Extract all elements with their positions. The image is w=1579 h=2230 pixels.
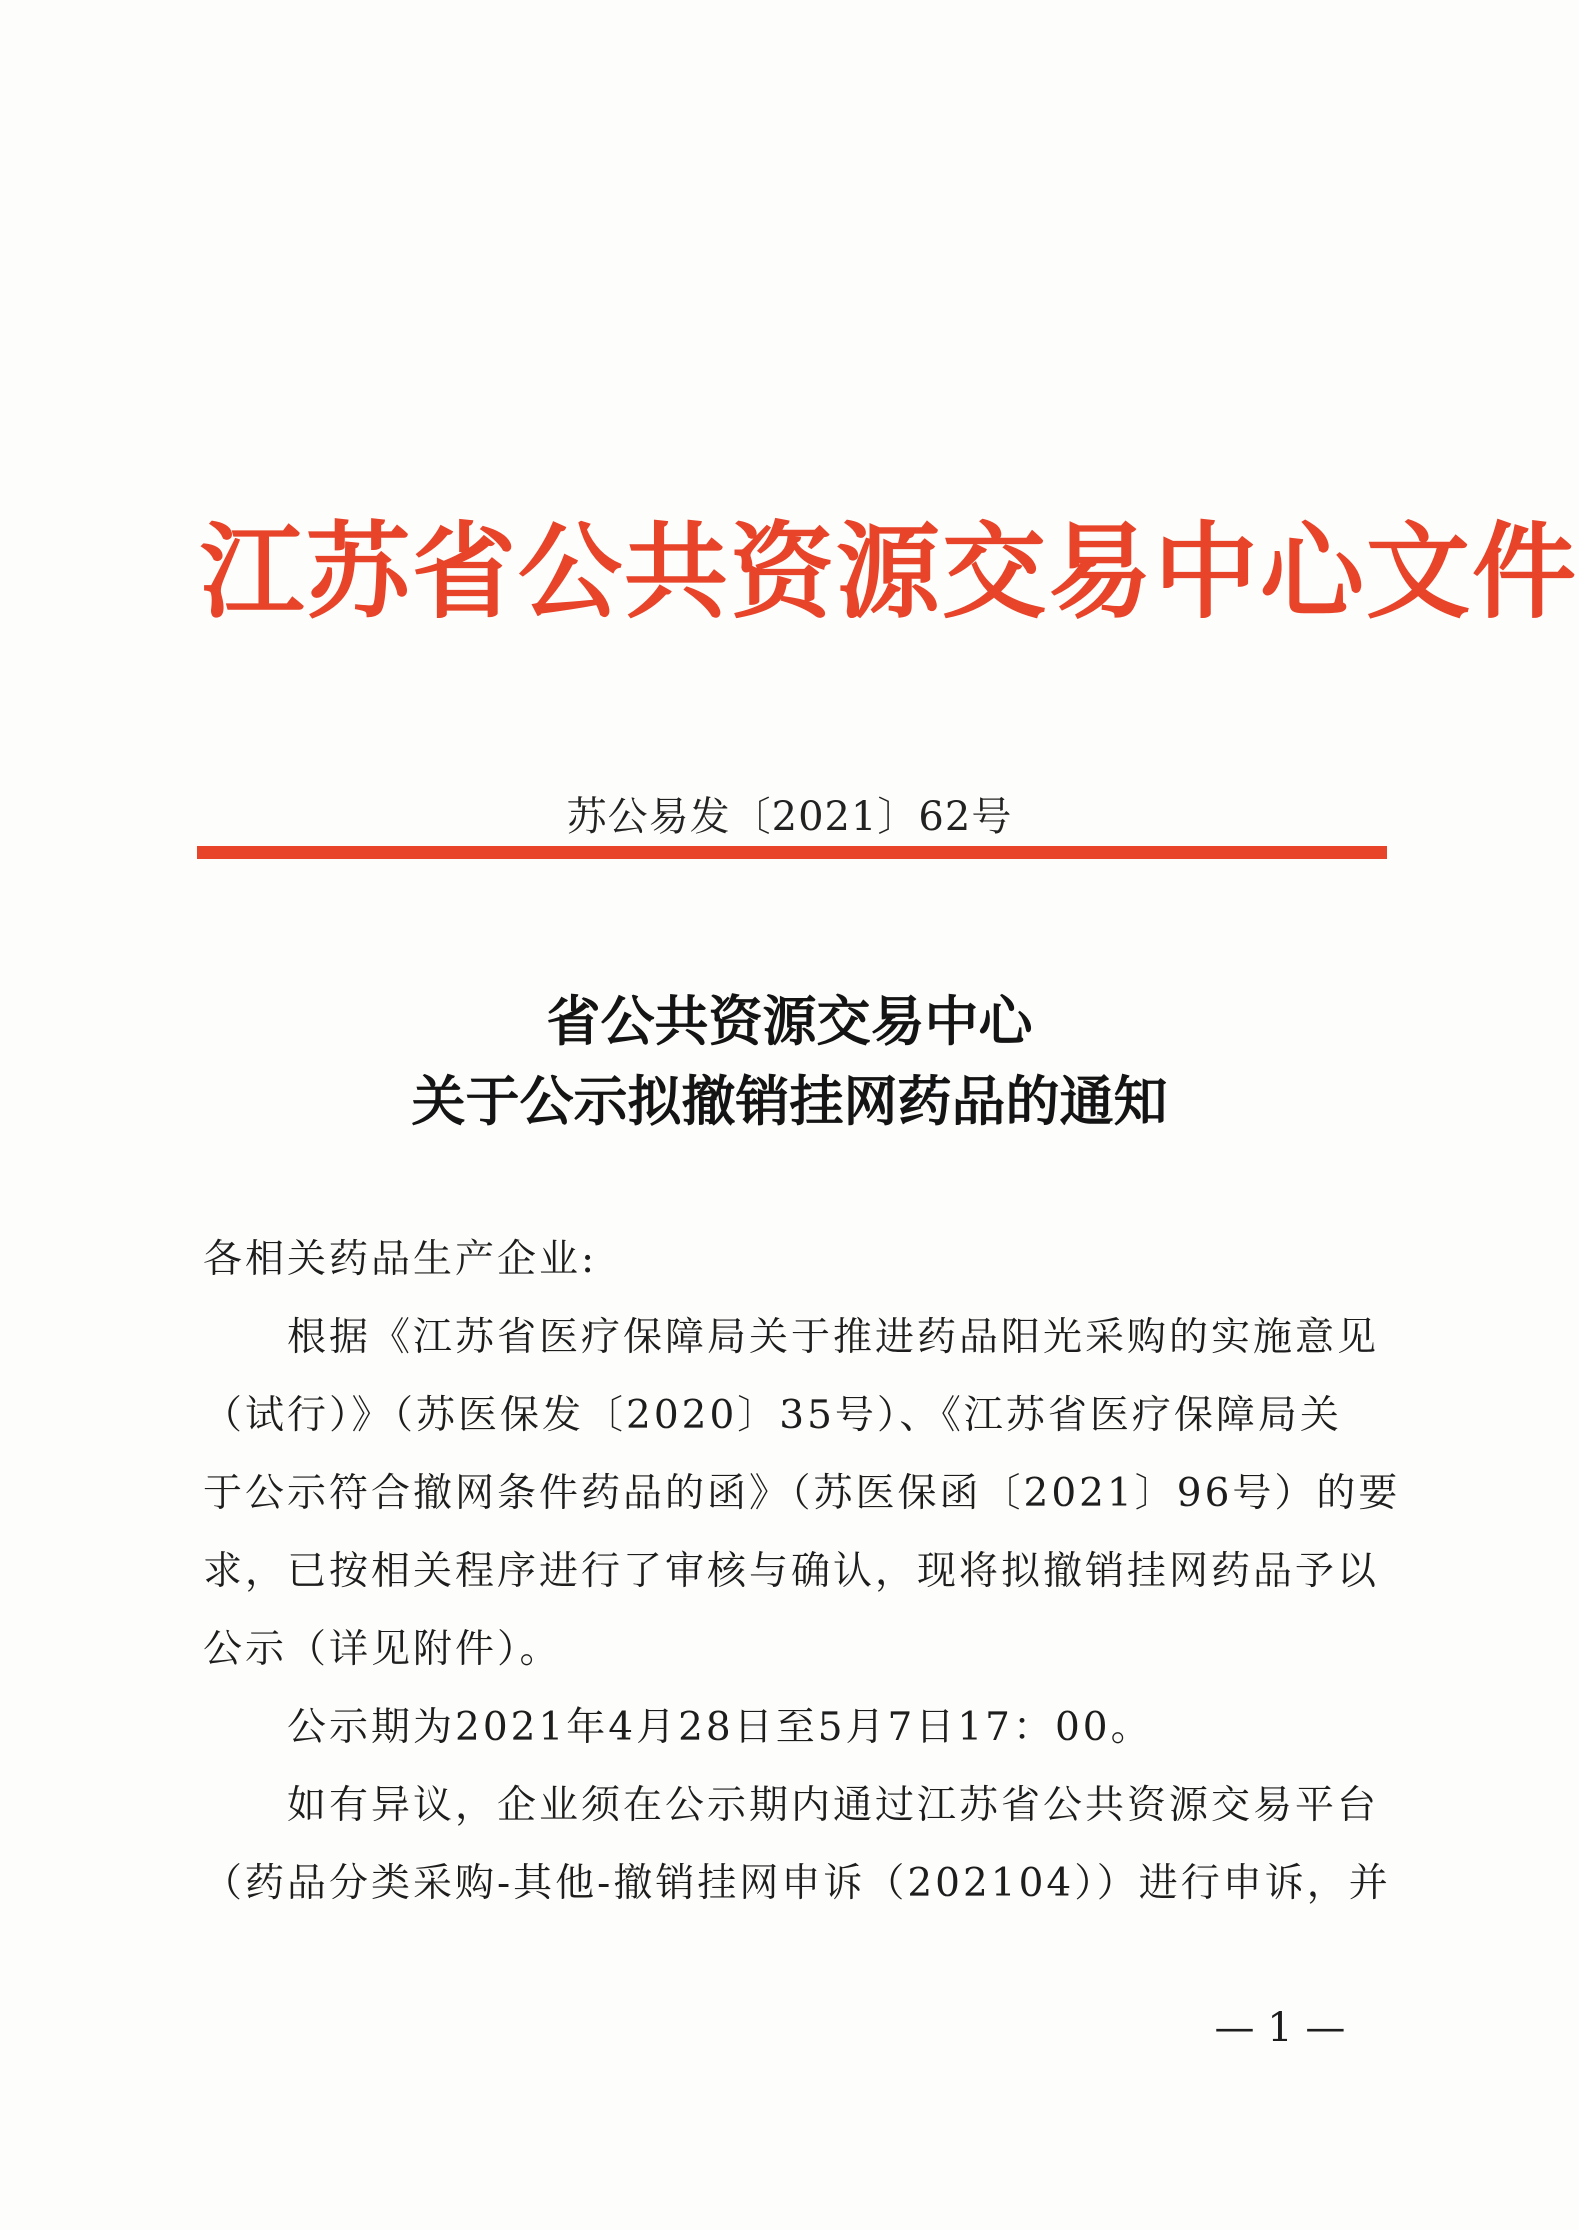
document-number: 苏公易发〔2021〕62号: [566, 794, 1013, 840]
body-line: 公示期为2021年4月28日至5月7日17：00。: [203, 1705, 1153, 1750]
salutation: 各相关药品生产企业:: [203, 1237, 598, 1282]
body-line: （试行）》（苏医保发〔2020〕35号）、《江苏省医疗保障局关: [203, 1393, 1342, 1438]
notice-title-line-1: 省公共资源交易中心: [546, 990, 1033, 1053]
body-line: 求，已按相关程序进行了审核与确认，现将拟撤销挂网药品予以: [203, 1549, 1380, 1594]
body-line: （药品分类采购-其他-撤销挂网申诉（202104））进行申诉，并: [203, 1861, 1391, 1906]
body-line: 公示（详见附件）。: [203, 1627, 562, 1672]
body-line: 于公示符合撤网条件药品的函》（苏医保函〔2021〕96号）的要: [203, 1471, 1401, 1516]
page-number: — 1 —: [1214, 2005, 1346, 2051]
issuing-authority-header: 江苏省公共资源交易中心文件: [200, 511, 1579, 633]
body-line: 根据《江苏省医疗保障局关于推进药品阳光采购的实施意见: [203, 1315, 1380, 1360]
red-separator-rule: [197, 846, 1387, 859]
body-line: 如有异议，企业须在公示期内通过江苏省公共资源交易平台: [203, 1783, 1380, 1828]
notice-title-line-2: 关于公示拟撤销挂网药品的通知: [411, 1070, 1168, 1133]
